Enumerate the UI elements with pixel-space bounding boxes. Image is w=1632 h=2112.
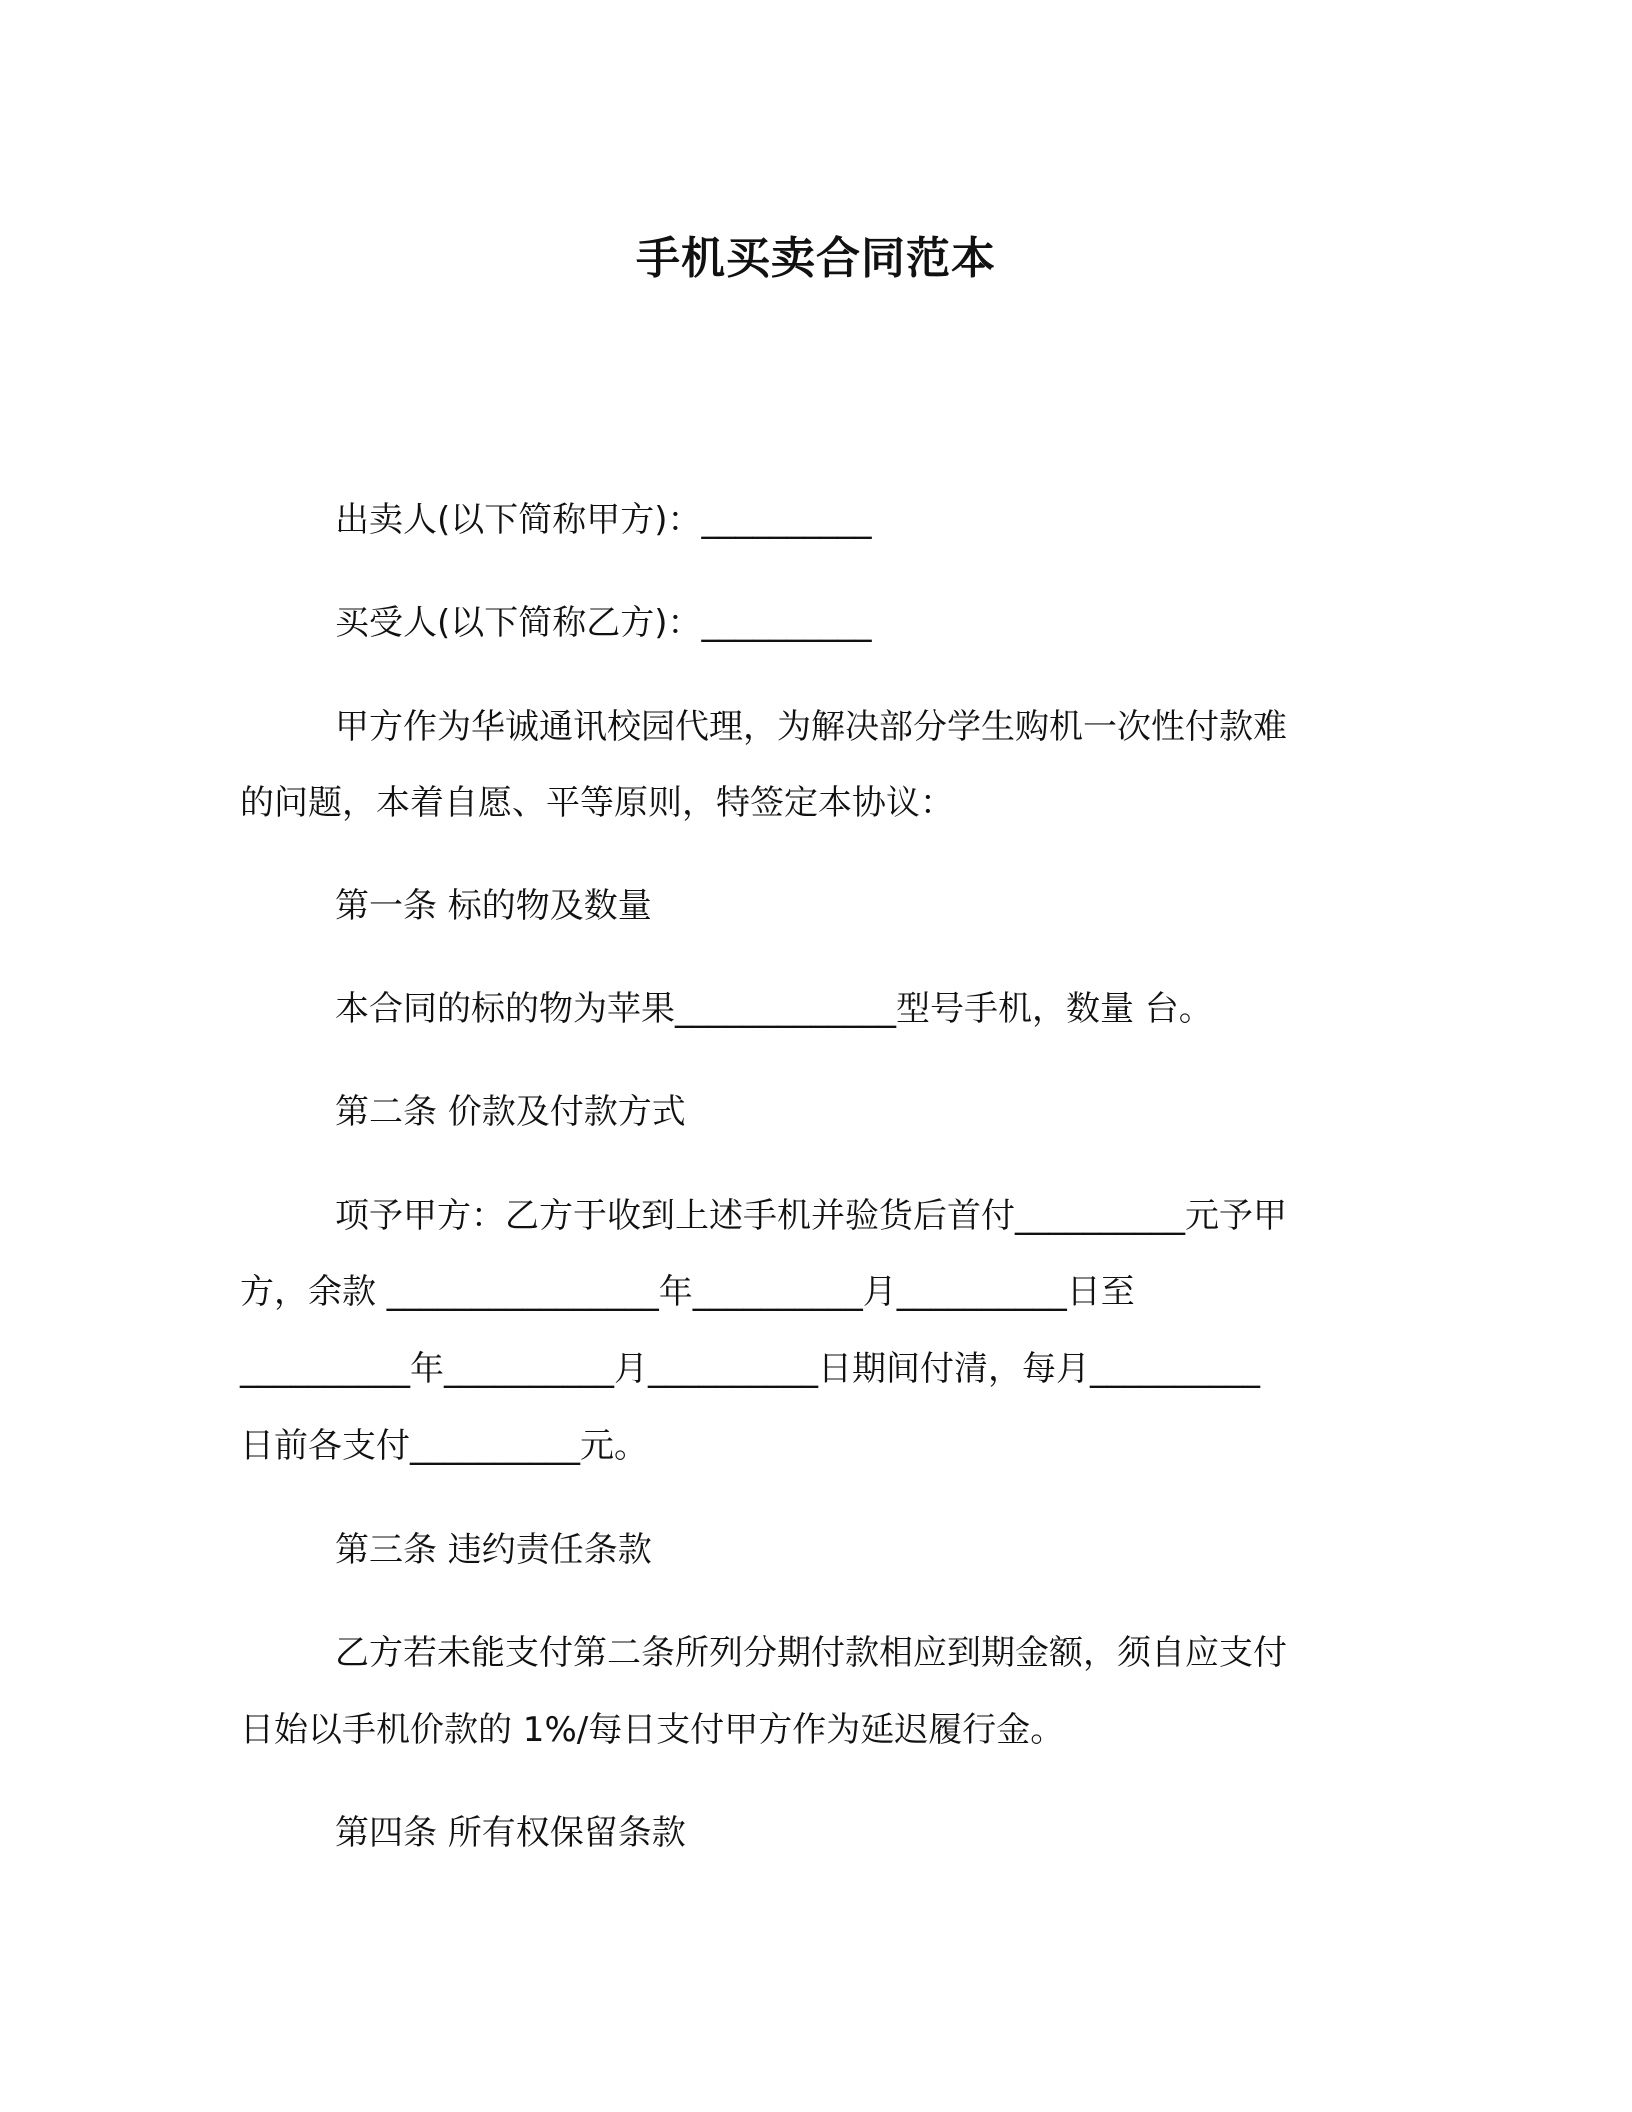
article-2-line-3: __________年__________月__________日期间付清，每月__________ xyxy=(240,1349,1260,1389)
article-1-text: 本合同的标的物为苹果_____________型号手机，数量 台。 xyxy=(335,989,1213,1029)
article-2-line-4: 日前各支付__________元。 xyxy=(240,1426,648,1466)
article-3-line-2: 日始以手机价款的 1%/每日支付甲方作为延迟履行金。 xyxy=(240,1710,1065,1750)
article-4-heading: 第四条 所有权保留条款 xyxy=(335,1813,686,1853)
intro-paragraph-line-1: 甲方作为华诚通讯校园代理，为解决部分学生购机一次性付款难 xyxy=(335,707,1287,747)
document-title: 手机买卖合同范本 xyxy=(636,233,996,284)
intro-paragraph-line-2: 的问题，本着自愿、平等原则，特签定本协议： xyxy=(240,783,954,823)
article-3-heading: 第三条 违约责任条款 xyxy=(335,1530,652,1570)
article-3-line-1: 乙方若未能支付第二条所列分期付款相应到期金额，须自应支付 xyxy=(335,1633,1287,1673)
article-2-line-1: 项予甲方：乙方于收到上述手机并验货后首付__________元予甲 xyxy=(335,1196,1287,1236)
seller-line: 出卖人(以下简称甲方)：__________ xyxy=(335,500,872,540)
article-2-heading: 第二条 价款及付款方式 xyxy=(335,1092,686,1132)
article-1-heading: 第一条 标的物及数量 xyxy=(335,886,652,926)
buyer-line: 买受人(以下简称乙方)：__________ xyxy=(335,603,872,643)
article-2-line-2: 方，余款 ________________年__________月__________日至 xyxy=(240,1272,1135,1312)
